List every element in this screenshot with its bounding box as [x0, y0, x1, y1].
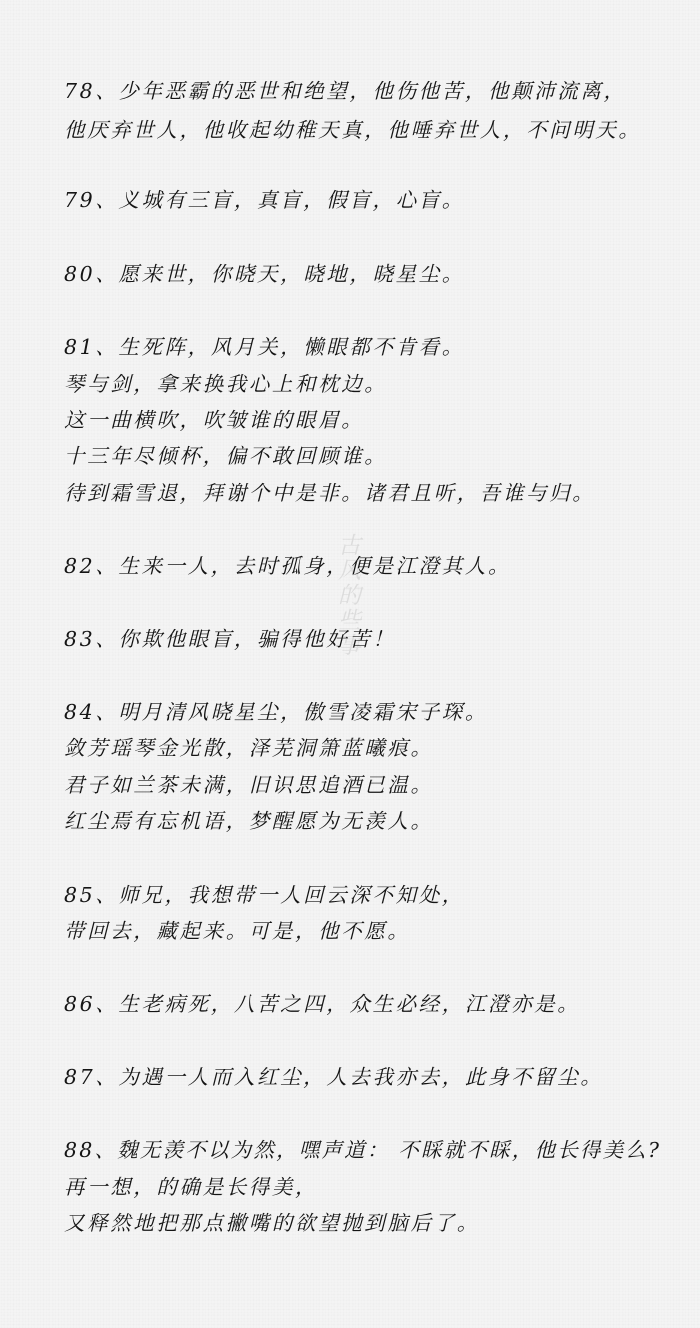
paragraph-81-line-3: 这一曲横吹，吹皱谁的眼眉。	[64, 408, 365, 432]
paragraph-81-line-2: 琴与剑，拿来换我心上和枕边。	[64, 372, 388, 396]
paragraph-87-line-1: 87、为遇一人而入红尘，人去我亦去，此身不留尘。	[64, 1065, 604, 1089]
paragraph-78-line-2: 他厌弃世人，他收起幼稚天真，他唾弃世人，不问明天。	[64, 118, 642, 142]
paragraph-81-line-5: 待到霜雪退，拜谢个中是非。诸君且听，吾谁与归。	[64, 481, 596, 505]
paragraph-82-line-1: 82、生来一人，去时孤身，便是江澄其人。	[64, 554, 512, 578]
paragraph-78-line-1: 78、少年恶霸的恶世和绝望，他伤他苦，他颠沛流离，	[64, 79, 627, 103]
paragraph-81-line-1: 81、生死阵，风月关，懒眼都不肯看。	[64, 335, 465, 359]
paragraph-85-line-1: 85、师兄，我想带一人回云深不知处，	[64, 883, 465, 907]
paragraph-84-line-3: 君子如兰茶未满，旧识思追酒已温。	[64, 773, 434, 797]
paragraph-84-line-4: 红尘焉有忘机语，梦醒愿为无羡人。	[64, 809, 434, 833]
paragraph-88-line-2: 再一想，的确是长得美，	[64, 1175, 319, 1199]
paragraph-84-line-1: 84、明月清风晓星尘，傲雪凌霜宋子琛。	[64, 700, 488, 724]
paragraph-88-line-3: 又释然地把那点撇嘴的欲望抛到脑后了。	[64, 1211, 480, 1235]
paragraph-85-line-2: 带回去，藏起来。可是，他不愿。	[64, 919, 411, 943]
watermark-text: 古风的些事	[334, 533, 360, 658]
paragraph-86-line-1: 86、生老病死，八苦之四，众生必经，江澄亦是。	[64, 992, 581, 1016]
paragraph-83-line-1: 83、你欺他眼盲，骗得他好苦！	[64, 627, 396, 651]
paragraph-84-line-2: 敛芳瑶琴金光散，泽芜洞箫蓝曦痕。	[64, 736, 434, 760]
paragraph-80-line-1: 80、愿来世，你晓天，晓地，晓星尘。	[64, 262, 465, 286]
paragraph-79-line-1: 79、义城有三盲，真盲，假盲，心盲。	[64, 188, 465, 212]
paragraph-81-line-4: 十三年尽倾杯，偏不敢回顾谁。	[64, 444, 388, 468]
paragraph-88-line-1: 88、魏无羡不以为然，嘿声道： 不睬就不睬，他长得美么?	[64, 1138, 662, 1162]
